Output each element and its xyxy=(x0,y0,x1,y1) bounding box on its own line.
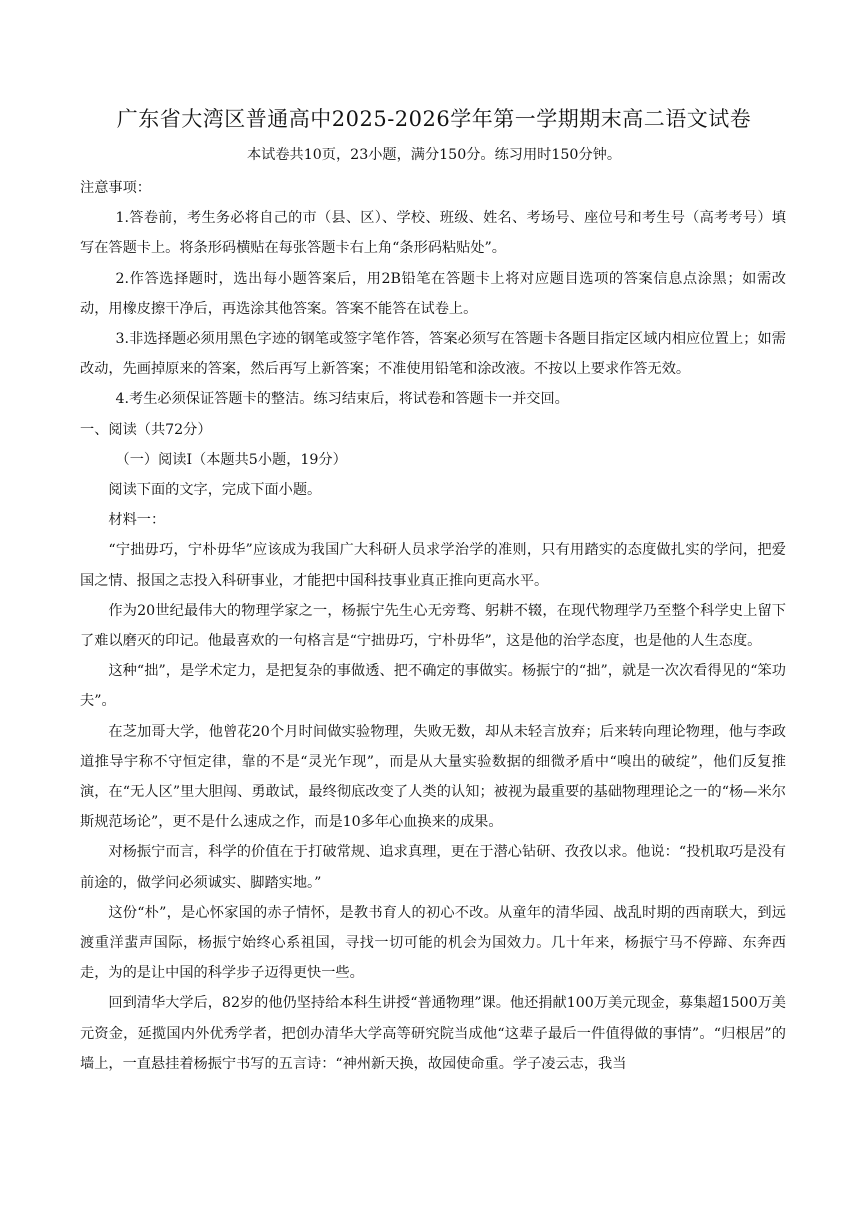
notice-item: 4.考生必须保证答题卡的整洁。练习结束后，将试卷和答题卡一并交回。 xyxy=(115,391,569,408)
reading-instruction: 阅读下面的文字，完成下面小题。 xyxy=(108,482,322,499)
passage-paragraph: 对杨振宁而言，科学的价值在于打破常规、追求真理，更在于潜心钻研、孜孜以求。他说：“投机取巧是没有前途的，做学问必须诚实、脚踏实地。” xyxy=(80,844,786,891)
exam-body xyxy=(80,173,786,1079)
notice-item: 3.非选择题必须用黑色字迹的钢笔或签字笔作答，答案必须写在答题卡各题目指定区域内相应位置上；如需改动，先画掉原来的答案，然后再写上新答案；不准使用铅笔和涂改液。不按以上要求作答无效。 xyxy=(80,331,786,378)
passage-paragraph: 回到清华大学后，82岁的他仍坚持给本科生讲授“普通物理”课。他还捐献100万美元现金，募集超1500万美元资金，延揽国内外优秀学者，把创办清华大学高等研究院当成他“这辈子最后一件值得做的事情”。“归根居”的墙上，一直悬挂着杨振宁书写的五言诗：“神州新天换，故园使命重。学子凌云志，我当 xyxy=(80,995,786,1072)
notice-heading: 注意事项： xyxy=(80,180,151,196)
passage-paragraph: 这份“朴”，是心怀家国的赤子情怀，是教书育人的初心不改。从童年的清华园、战乱时期的西南联大，到远渡重洋蜚声国际，杨振宁始终心系祖国，寻找一切可能的机会为国效力。几十年来，杨振宁马不停蹄、东奔西走，为的是让中国的科学步子迈得更快一些。 xyxy=(80,904,786,982)
material-label: 材料一： xyxy=(108,512,166,529)
passage-paragraph: 这种“拙”，是学术定力，是把复杂的事做透、把不确定的事做实。杨振宁的“拙”，就是一次次看得见的“笨功夫”。 xyxy=(80,663,786,710)
subsection-heading: （一）阅读I（本题共5小题，19分） xyxy=(115,451,347,468)
passage-paragraph: “宁拙毋巧，宁朴毋华”应该成为我国广大科研人员求学治学的准则，只有用踏实的态度做扎实的学问，把爱国之情、报国之志投入科研事业，才能把中国科技事业真正推向更高水平。 xyxy=(80,542,786,589)
exam-title: 广东省大湾区普通高中2025-2026学年第一学期期末高二语文试卷 xyxy=(116,107,752,131)
notice-item: 2.作答选择题时，选出每小题答案后，用2B铅笔在答题卡上将对应题目选项的答案信息点涂黑；如需改动，用橡皮擦干净后，再选涂其他答案。答案不能答在试卷上。 xyxy=(80,270,786,317)
exam-subtitle: 本试卷共10页，23小题，满分150分。练习用时150分钟。 xyxy=(246,147,622,163)
passage-paragraph: 作为20世纪最伟大的物理学家之一，杨振宁先生心无旁骛、躬耕不辍，在现代物理学乃至整个科学史上留下了难以磨灭的印记。他最喜欢的一句格言是“宁拙毋巧，宁朴毋华”，这是他的治学态度，也是他的人生态度。 xyxy=(80,602,786,650)
reading-passage xyxy=(80,535,786,1079)
notice-item: 1.答卷前，考生务必将自己的市（县、区）、学校、班级、姓名、考场号、座位号和考生号（高考考号）填写在答题卡上。将条形码横贴在每张答题卡右上角“条形码粘贴处”。 xyxy=(80,210,786,257)
section-heading: 一、阅读（共72分） xyxy=(80,421,212,438)
notice-block xyxy=(80,173,786,415)
passage-paragraph: 在芝加哥大学，他曾花20个月时间做实验物理，失败无数，却从未轻言放弃；后来转向理论物理，他与李政道推导宇称不守恒定律，靠的不是“灵光乍现”，而是从大量实验数据的细微矛盾中“嗅出的破绽”，他们反复推演，在“无人区”里大胆闯、勇敢试，最终彻底改变了人类的认知；被视为最重要的基础物理理论之一的“杨—米尔斯规范场论”，更不是什么速成之作，而是10多年心血换来的成果。 xyxy=(80,723,786,831)
